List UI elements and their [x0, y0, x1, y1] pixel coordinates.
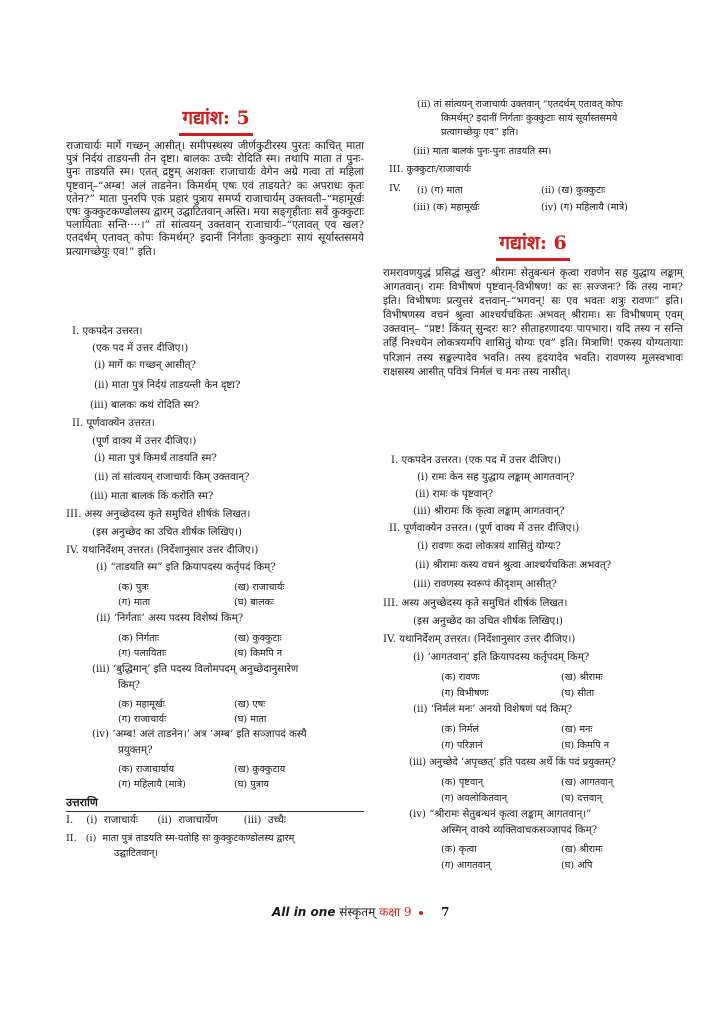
q1-title: I. एकपदेन उत्तरत।: [72, 326, 143, 337]
q4-iii-6: (iii) अनुच्छेदे ‘अपृच्छत्’ इति पदस्य अर्थे किं पदं प्रयुक्तम्?: [409, 757, 616, 768]
q4-i: (i) “ताडयति स्म” इति क्रियापदस्य कर्तृपदं किम्?: [96, 562, 276, 573]
footer-subject: संस्कृतम्: [339, 905, 376, 919]
q1-hint: (एक पद में उत्तर दीजिए।): [92, 343, 189, 354]
q1-iii: (iii) बालकः कथं रोदिति स्म?: [90, 400, 200, 411]
q4-iii-line2: किम्?: [118, 680, 141, 691]
q3-hint: (इस अनुच्छेद का उचित शीर्षक लिखिए।): [92, 527, 243, 538]
q4-iii-6-opt-d: (घ) दत्तवान्: [561, 793, 603, 804]
q4-iv-opt-a: (क) राजाचार्याय: [118, 764, 175, 775]
q4-ii-opt-c: (ग) पलायिताः: [118, 648, 167, 659]
q4-iii-6-opt-a: (क) पृष्टवान्: [441, 777, 484, 788]
q2-title-6: II. पूर्णवाक्येन उत्तरत। (पूर्ण वाक्य में उत्तर दीजिए।): [389, 523, 580, 534]
q4-ii-6: (ii) ‘निर्मलं मनः’ अनयो विशेषणं पदं किम्?: [413, 704, 573, 715]
q4-i-6-opt-c: (ग) विभीषणः: [441, 688, 489, 699]
q1-i: (i) मार्गे कः गच्छन् आसीत्?: [94, 360, 196, 371]
q4-iii-opt-c: (ग) राजाचार्यः: [118, 714, 167, 725]
q4-iv-6-line1: (iv) “श्रीरामः सेतुबन्धनं कृत्वा लङ्काम् आगतवान्।”: [409, 809, 592, 820]
q4-iii-opt-d: (घ) माता: [234, 714, 267, 725]
q2-ii-6: (ii) श्रीरामः कस्य वचनं श्रुत्वा आश्चर्यचकितः अभवत्?: [415, 560, 612, 571]
q2-ii: (ii) तां सांत्वयन् राजाचार्यः किम् उक्तवान्?: [94, 472, 250, 483]
q4-iv-opt-c: (ग) महिलायै (मात्रे): [118, 779, 186, 790]
q2-iii-6: (iii) रावणस्य स्वरूपं कीदृशम् आसीत्?: [413, 579, 557, 590]
q2-iii: (iii) माता बालकं किं करोति स्म?: [90, 491, 214, 502]
q1-i-6: (i) रामः केन सह युद्धाय लङ्काम् आगतवान्?: [417, 472, 575, 483]
answer-4-iii: (iii) (क) महामूर्खः: [413, 202, 480, 213]
q4-ii-opt-a: (क) निर्गताः: [118, 633, 160, 644]
q4-i-opt-d: (घ) बालकः: [234, 597, 274, 608]
q4-i-opt-b: (ख) राजाचार्यः: [234, 582, 285, 593]
footer-class: कक्षा 9: [379, 905, 412, 919]
q1-title-6: I. एकपदेन उत्तरत। (एक पद में उत्तर दीजिए।): [391, 455, 561, 466]
q4-iii-6-opt-c: (ग) अवलोकितवान्: [441, 793, 508, 804]
q4-iii-opt-b: (ख) एषः: [234, 699, 266, 710]
q3-title: III. अस्य अनुच्छेदस्य कृते समुचितं शीर्षकं लिखत।: [66, 509, 251, 520]
q1-iii-6: (iii) श्रीरामः किं कृत्वा लङ्काम् आगतवान्?: [413, 506, 565, 517]
passage-6-heading: गद्यांश: 6: [383, 229, 683, 261]
q4-iv-opt-d: (घ) पुत्राय: [234, 779, 269, 790]
answer-2-iii: (iii) माता बालकं पुनः-पुनः ताडयति स्म।: [413, 146, 552, 157]
footer-bullet-icon: [419, 911, 423, 915]
q4-iii-opt-a: (क) महामूर्खः: [118, 699, 165, 710]
q4-iv-line1: (iv) ‘अम्ब! अलं ताडनेन।’ अत्र ‘अम्ब’ इति सञ्ज्ञापदं कस्यै: [92, 729, 307, 740]
q3-hint-6: (इस अनुच्छेद का उचित शीर्षक लिखिए।): [413, 616, 564, 627]
q4-ii: (ii) ‘निर्गताः’ अस्य पदस्य विशेष्यं किम्?: [96, 613, 244, 624]
q4-i-6-opt-b: (ख) श्रीरामः: [561, 672, 603, 683]
page-number: 7: [441, 905, 450, 919]
q4-iv-6-opt-b: (ख) श्रीरामः: [561, 844, 603, 855]
passage-5-heading: गद्यांश: 5: [66, 104, 366, 136]
answer-1: I. (i) राजाचार्यः (ii) राजाचार्येण (iii) उच्चैः: [66, 815, 286, 826]
q4-ii-opt-d: (घ) किमपि न: [234, 648, 283, 659]
q4-iii-line1: (iii) ‘बुद्धिमान्’ इति पदस्य विलोमपदम् अनुच्छेदानुसारेण: [92, 664, 299, 675]
passage-6-text: रामरावणयुद्धं प्रसिद्धं खलु? श्रीरामः सेतुबन्धनं कृत्वा रावणेन सह युद्धाय लङ्काम् आगतवान्। रामः विभीषणं पृष्टवान्-विभीषण! कः सः सज्जनः? किं तस्य नाम? इति। विभीषणः प्रत्युत्तरं दत्तवान्–“भगवन्! सः एव भवतः शत्रुः रावणः” इति। विभीषणस्य वचनं श्रुत्वा आश्चर्यचकितः अभवत् श्रीरामः। सः विभीषणम् एवम् उक्तवान्– “प्रष्ट! किंयत् सुन्दरः सः? सीताहरणादयः पापभारा। यदि तस्य न सन्ति तर्हि निश्चयेन लोकत्रयमपि शासितुं योग्यः एव” इति। मित्राणि! एकस्य योग्यतायाः परिज्ञानं तस्य सङ्कल्पादेव भवति। तस्य हृदयादेव भवति। रावणस्य मूलस्वभावः राक्षसस्य आसीत् पवित्रं निर्मलं च मनः तस्य नासीत्।: [383, 267, 683, 378]
q1-ii: (ii) माता पुत्रं निर्दयं ताडयन्ती केन दृष्टा?: [94, 380, 241, 391]
answers-divider: [66, 811, 364, 812]
answer-4-iv: (iv) (ग) महिलायै (मात्रे): [541, 202, 628, 213]
q4-iv-6-opt-a: (क) कृत्वा: [441, 844, 477, 855]
answer-2-ii-line3: प्रत्यागच्छेयुः एव” इति।: [441, 127, 519, 138]
q4-ii-6-opt-a: (क) निर्मलं: [441, 724, 479, 735]
q4-iii-6-opt-b: (ख) आगतवान्: [561, 777, 614, 788]
answer-2-line1: II. (i) माता पुत्रं ताडयति स्म-यतोहि सः कुक्कुटकण्डोलस्य द्वारम्: [66, 833, 295, 844]
q4-iv-6-opt-c: (ग) आगतवान्: [441, 860, 491, 871]
answer-3: III. कुक्कुटाः/राजाचार्यः: [389, 164, 472, 175]
q4-i-6-opt-a: (क) रावणः: [441, 672, 480, 683]
answer-2-line2: उद्घाटितवान्।: [114, 848, 158, 859]
answers-heading: उत्तराणि: [66, 796, 98, 809]
answer-4-i: (i) (ग) माता: [417, 185, 463, 196]
q4-i-opt-c: (ग) माता: [118, 597, 151, 608]
q4-iv-6-opt-d: (घ) अपि: [561, 860, 593, 871]
q2-title: II. पूर्णवाक्येन उत्तरत।: [72, 418, 155, 429]
brand-logo: All in one: [272, 905, 336, 919]
q4-i-opt-a: (क) पुत्रः: [118, 582, 149, 593]
q2-i: (i) माता पुत्रं किमर्थं ताडयति स्म?: [94, 453, 217, 464]
answer-4-ii: (ii) (ख) कुक्कुटाः: [541, 185, 606, 196]
page-footer: [272, 903, 450, 920]
answer-4-label: IV.: [389, 183, 402, 194]
q4-iv-line2: प्रयुक्तम्?: [118, 745, 153, 756]
q4-title-6: IV. यथानिर्देशम् उत्तरत। (निर्देशानुसार उत्तर दीजिए।): [383, 634, 576, 645]
q4-i-6-opt-d: (घ) सीता: [561, 688, 595, 699]
q4-title: IV. यथानिर्देशम् उत्तरत। (निर्देशानुसार उत्तर दीजिए।): [66, 545, 259, 556]
passage-5-text: राजाचार्यः मार्गे गच्छन् आसीत्। समीपस्थस्य जीर्णकुटीरस्य पुरतः काचित् माता पुत्रं निर्दयं ताडयन्ती तेन दृष्टा। बालकः उच्चैः रोदिति स्म। तथापि माता तं पुनः-पुनः ताडयति स्म। एतत् द्रष्टुम् अशक्तः राजाचार्यः वेगेन अग्रे गत्वा तां महिलां पृष्टवान्–“अम्ब! अलं ताडनेन। किमर्थम् एषः एवं ताडयते? कः अपराधः कृतः एतेन?” माता पुनरपि एकं प्रहारं पुत्राय समर्प्य राजाचार्यम् उक्तवती–“महामूर्खः एषः कुक्कुटकण्डोलस्य द्वारम् उद्घाटितवान् अस्ति। मया सङ्गृहीताः सर्वे कुक्कुटाः पलायिताः सन्ति····।” तां सांत्वयन् उक्तवान् राजाचार्यः–“एतावत् एव खल? एतदर्थम् एतावत् कोपः किमर्थम्? इदानीं निर्गताः कुक्कुटाः सायं सूर्यास्तसमये प्रत्यागच्छेयुः एव!” इति।: [66, 140, 364, 258]
q2-hint: (पूर्ण वाक्य में उत्तर दीजिए।): [92, 436, 197, 447]
q4-ii-6-opt-d: (घ) किमपि न: [561, 740, 610, 751]
q4-ii-6-opt-c: (ग) परिज्ञानं: [441, 740, 483, 751]
q4-iv-opt-b: (ख) कुक्कुटाय: [234, 764, 286, 775]
q4-ii-opt-b: (ख) कुक्कुटाः: [234, 633, 282, 644]
answer-2-ii-line2: किमर्थम्? इदानीं निर्गताः कुक्कुटाः सायं सूर्यास्तसमये: [441, 113, 618, 124]
q3-title-6: III. अस्य अनुच्छेदस्य कृते समुचितं शीर्षकं लिखत।: [383, 598, 568, 609]
q2-i-6: (i) रावणः कदा लोकत्रयं शासितुं योग्यः?: [417, 541, 561, 552]
answer-2-ii-line1: (ii) तां सांत्वयन् राजाचार्यः उक्तवान् “एतदर्थम् एतावत् कोपः: [417, 99, 623, 110]
q1-ii-6: (ii) रामः कं पृष्टवान्?: [415, 489, 494, 500]
q4-iv-6-line2: अस्मिन् वाक्ये व्यक्तिवाचकसञ्ज्ञापदं किम्?: [441, 825, 598, 836]
q4-ii-6-opt-b: (ख) मनः: [561, 724, 593, 735]
q4-i-6: (i) ‘आगतवान्’ इति क्रियापदस्य कर्तृपदम् किम्?: [413, 652, 590, 663]
